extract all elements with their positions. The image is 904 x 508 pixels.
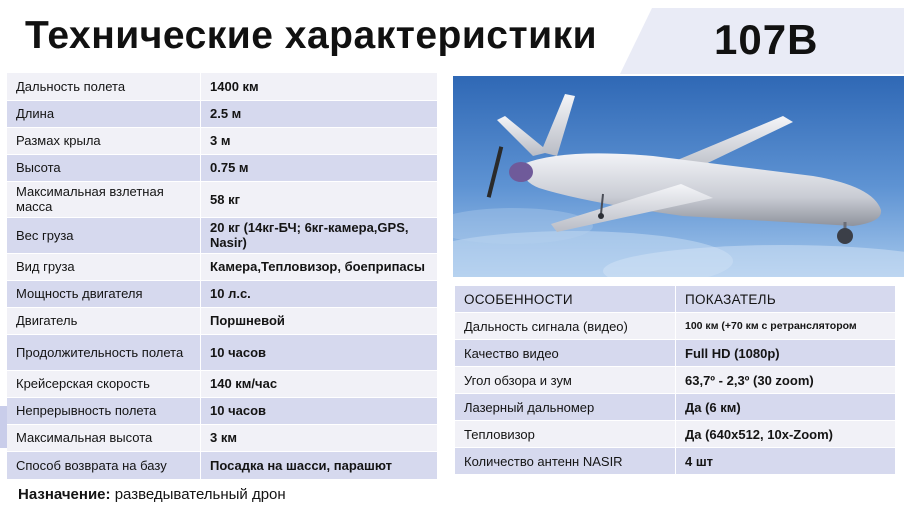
spec-value: 2.5 м [201, 100, 438, 127]
spec-label: Продолжительность полета [7, 334, 201, 370]
feature-label: Лазерный дальномер [455, 394, 676, 421]
spec-label: Размах крыла [7, 127, 201, 154]
feature-label: Количество антенн NASIR [455, 448, 676, 475]
spec-value: 140 км/час [201, 370, 438, 397]
spec-value: 10 часов [201, 397, 438, 424]
spec-value: 1400 км [201, 73, 438, 100]
feature-row [455, 394, 895, 421]
spec-value: Посадка на шасси, парашют [201, 451, 438, 479]
spec-value: Поршневой [201, 307, 438, 334]
spec-row [7, 181, 437, 217]
purpose-value: разведывательный дрон [114, 486, 286, 503]
feature-value: Да (6 км) [676, 394, 896, 421]
spec-value: 3 м [201, 127, 438, 154]
feature-value: Full HD (1080p) [676, 340, 896, 367]
feature-label: Дальность сигнала (видео) [455, 313, 676, 340]
model-name: 107B [714, 16, 819, 63]
spec-label: Мощность двигателя [7, 280, 201, 307]
features-header-feature: ОСОБЕННОСТИ [455, 286, 676, 313]
spec-row [7, 280, 437, 307]
spec-label: Вес груза [7, 217, 201, 253]
feature-label: Угол обзора и зум [455, 367, 676, 394]
spec-label: Дальность полета [7, 73, 201, 100]
purpose-label: Назначение: [18, 486, 111, 503]
spec-label: Непрерывность полета [7, 397, 201, 424]
spec-value: 10 часов [201, 334, 438, 370]
spec-row [7, 253, 437, 280]
spec-row [7, 307, 437, 334]
spec-label: Двигатель [7, 307, 201, 334]
feature-value: 4 шт [676, 448, 896, 475]
drone-illustration [453, 76, 904, 277]
spec-label: Длина [7, 100, 201, 127]
spec-value: 3 км [201, 424, 438, 451]
features-header-value: ПОКАЗАТЕЛЬ [676, 286, 896, 313]
spec-label: Крейсерская скорость [7, 370, 201, 397]
feature-row [455, 421, 895, 448]
spec-row [7, 451, 437, 479]
purpose-line [18, 486, 286, 503]
spec-value: 10 л.с. [201, 280, 438, 307]
feature-label: Качество видео [455, 340, 676, 367]
spec-row [7, 100, 437, 127]
feature-row [455, 340, 895, 367]
spec-row [7, 370, 437, 397]
features-table [455, 286, 895, 475]
spec-label: Максимальная высота [7, 424, 201, 451]
feature-value: 63,7º - 2,3º (30 zoom) [676, 367, 896, 394]
spec-value: 20 кг (14кг-БЧ; 6кг-камера,GPS, Nasir) [201, 217, 438, 253]
spec-value: 0.75 м [201, 154, 438, 181]
page-title: Технические характеристики [25, 14, 598, 57]
spec-label: Способ возврата на базу [7, 451, 201, 479]
spec-row [7, 424, 437, 451]
spec-label: Вид груза [7, 253, 201, 280]
spec-label: Высота [7, 154, 201, 181]
feature-label: Тепловизор [455, 421, 676, 448]
feature-value: 100 км (+70 км с ретранслятором [676, 313, 896, 340]
spec-row [7, 154, 437, 181]
features-header-row [455, 286, 895, 313]
spec-label: Максимальная взлетная масса [7, 181, 201, 217]
spec-row [7, 73, 437, 100]
spec-row [7, 334, 437, 370]
specs-table [7, 73, 437, 480]
spec-row [7, 217, 437, 253]
spec-row [7, 397, 437, 424]
feature-value: Да (640x512, 10x-Zoom) [676, 421, 896, 448]
feature-row [455, 367, 895, 394]
feature-row [455, 313, 895, 340]
spec-value: 58 кг [201, 181, 438, 217]
spec-value: Камера,Тепловизор, боеприпасы [201, 253, 438, 280]
feature-row [455, 448, 895, 475]
spec-row [7, 127, 437, 154]
drone-photo [453, 76, 904, 277]
